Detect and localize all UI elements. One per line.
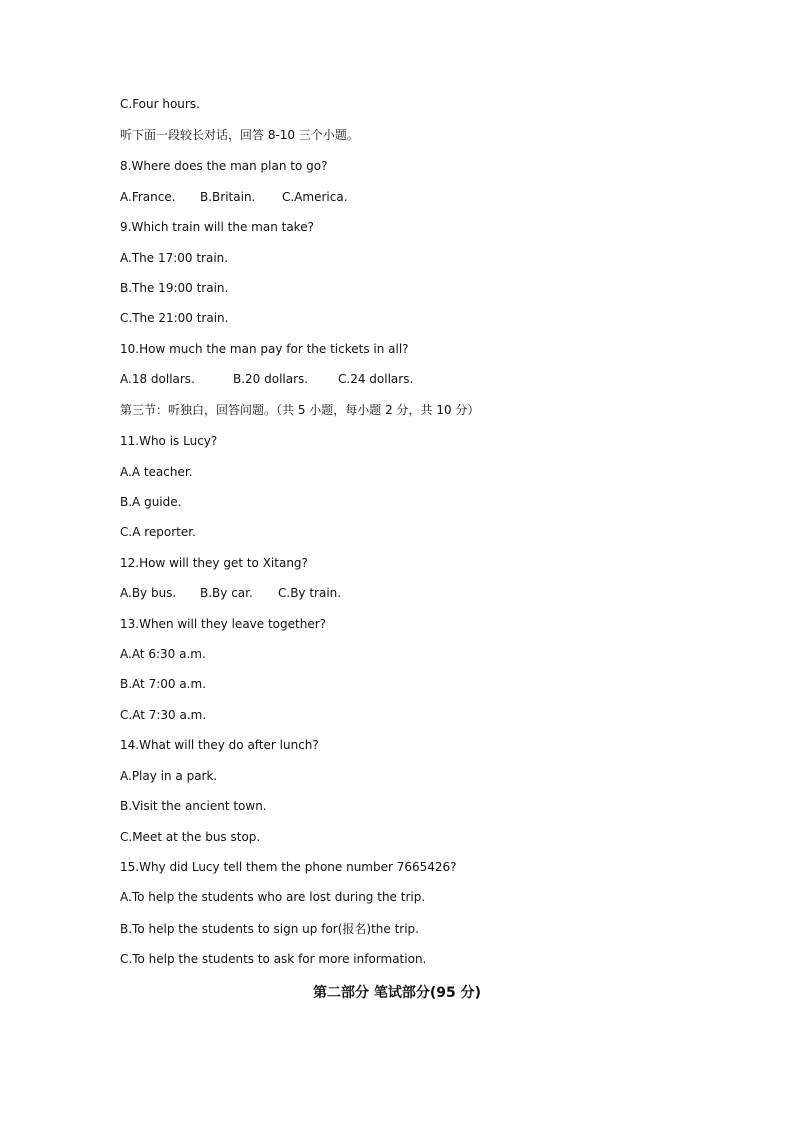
question-15: 15.Why did Lucy tell them the phone number 7665426? bbox=[120, 860, 457, 874]
option-c: C.America. bbox=[282, 190, 348, 204]
section-3-heading: 第三节：听独白，回答问题。（共 5 小题，每小题 2 分，共 10 分） bbox=[120, 403, 480, 417]
option-a: A.France. bbox=[120, 190, 176, 204]
option-c: C.By train. bbox=[278, 586, 342, 600]
question-12: 12.How will they get to Xitang? bbox=[120, 556, 308, 570]
option-c: C.Meet at the bus stop. bbox=[120, 830, 261, 844]
option-b: B.Visit the ancient town. bbox=[120, 799, 267, 813]
option-line: C.Four hours. bbox=[120, 97, 200, 111]
option-a: A.To help the students who are lost during the trip. bbox=[120, 890, 426, 904]
option-a: A.At 6:30 a.m. bbox=[120, 647, 206, 661]
option-b: B.By car. bbox=[200, 586, 253, 600]
question-10: 10.How much the man pay for the tickets in all? bbox=[120, 342, 409, 356]
option-c: C.At 7:30 a.m. bbox=[120, 708, 207, 722]
question-11: 11.Who is Lucy? bbox=[120, 434, 218, 448]
option-a: A.Play in a park. bbox=[120, 769, 218, 783]
instruction-line: 听下面一段较长对话，回答 8-10 三个小题。 bbox=[120, 128, 359, 142]
option-b: B.A guide. bbox=[120, 495, 182, 509]
option-b: B.The 19:00 train. bbox=[120, 281, 229, 295]
option-c: C.The 21:00 train. bbox=[120, 311, 229, 325]
option-a: A.18 dollars. bbox=[120, 372, 195, 386]
question-13: 13.When will they leave together? bbox=[120, 617, 327, 631]
option-b: B.At 7:00 a.m. bbox=[120, 677, 206, 691]
option-c: C.To help the students to ask for more information. bbox=[120, 952, 427, 966]
question-8-options bbox=[120, 189, 348, 205]
option-b: B.Britain. bbox=[200, 190, 256, 204]
part-2-heading: 第二部分 笔试部分(95 分) bbox=[312, 985, 482, 1001]
option-b: B.To help the students to sign up for(报名)the trip. bbox=[120, 922, 419, 936]
option-b: B.20 dollars. bbox=[233, 372, 309, 386]
option-a: A.A teacher. bbox=[120, 465, 193, 479]
question-8: 8.Where does the man plan to go? bbox=[120, 159, 328, 173]
option-c: C.A reporter. bbox=[120, 525, 196, 539]
option-a: A.By bus. bbox=[120, 586, 177, 600]
question-10-options bbox=[120, 371, 413, 387]
option-a: A.The 17:00 train. bbox=[120, 251, 229, 265]
question-14: 14.What will they do after lunch? bbox=[120, 738, 319, 752]
question-12-options bbox=[120, 585, 341, 601]
option-c: C.24 dollars. bbox=[338, 372, 414, 386]
question-9: 9.Which train will the man take? bbox=[120, 220, 314, 234]
